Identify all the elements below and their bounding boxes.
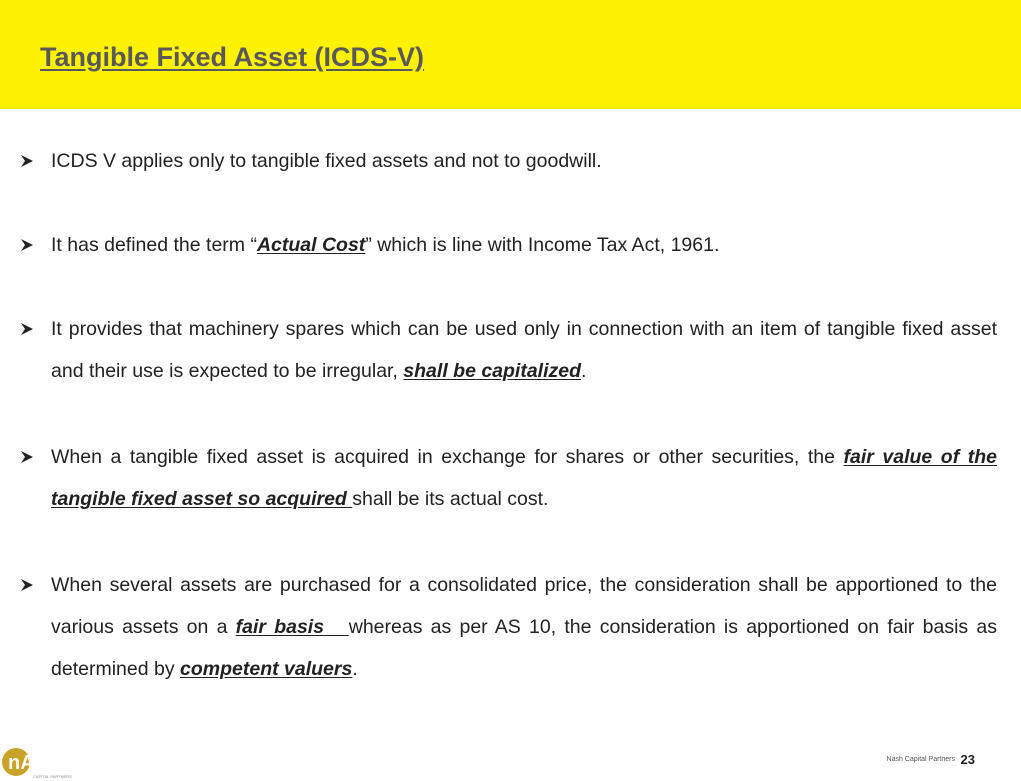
- bullet-item-1: [20, 140, 997, 182]
- bullet-item-5: [20, 564, 997, 690]
- shall-be-capitalized-term: shall be capitalized: [403, 360, 582, 382]
- logo-text: nASH: [8, 752, 63, 774]
- fair-value-term: fair value of the tangible fixed asset so acquired: [51, 446, 997, 510]
- bullet-5-text-mid: whereas as per AS 10, the consideration is apportioned on fair basis as determined by: [51, 616, 997, 680]
- arrow-bullet-icon: [20, 450, 34, 464]
- bullet-5-text-post: .: [352, 658, 358, 680]
- bullet-2-text-pre: It has defined the term “: [51, 234, 257, 256]
- bullet-item-2: [20, 224, 997, 266]
- fair-basis-term: fair basis: [235, 616, 349, 638]
- competent-valuers-term: competent valuers: [180, 658, 353, 680]
- bullet-4-text-pre: When a tangible fixed asset is acquired in exchange for shares or other securities, the: [51, 446, 844, 468]
- bullet-item-3: [20, 308, 997, 392]
- arrow-bullet-icon: [20, 154, 34, 168]
- bullet-1-text: ICDS V applies only to tangible fixed assets and not to goodwill.: [51, 150, 602, 172]
- logo-subtext: CAPITAL PARTNERS: [33, 774, 72, 779]
- bullet-4-text-post: shall be its actual cost.: [352, 488, 549, 510]
- arrow-bullet-icon: [20, 238, 34, 252]
- bullet-3-text-pre: It provides that machinery spares which can be used only in connection with an item of tangible fixed asset and their use is expected to be irregular,: [51, 318, 997, 382]
- nash-logo: [0, 742, 90, 781]
- bullet-2-text-post: ” which is line with Income Tax Act, 1961.: [365, 234, 720, 256]
- bullet-item-4: [20, 436, 997, 520]
- header-band: [0, 0, 1021, 109]
- arrow-bullet-icon: [20, 322, 34, 336]
- bullet-list: [20, 140, 997, 734]
- bullet-5-text-pre: When several assets are purchased for a consolidated price, the consideration shall be apportioned to the various assets on a: [51, 574, 997, 638]
- page-number: 23: [960, 752, 975, 767]
- bullet-3-text-post: .: [581, 360, 587, 382]
- page-title: Tangible Fixed Asset (ICDS-V): [40, 42, 425, 72]
- actual-cost-term: Actual Cost: [256, 234, 366, 256]
- footer-company-name: Nash Capital Partners: [886, 756, 955, 763]
- arrow-bullet-icon: [20, 578, 34, 592]
